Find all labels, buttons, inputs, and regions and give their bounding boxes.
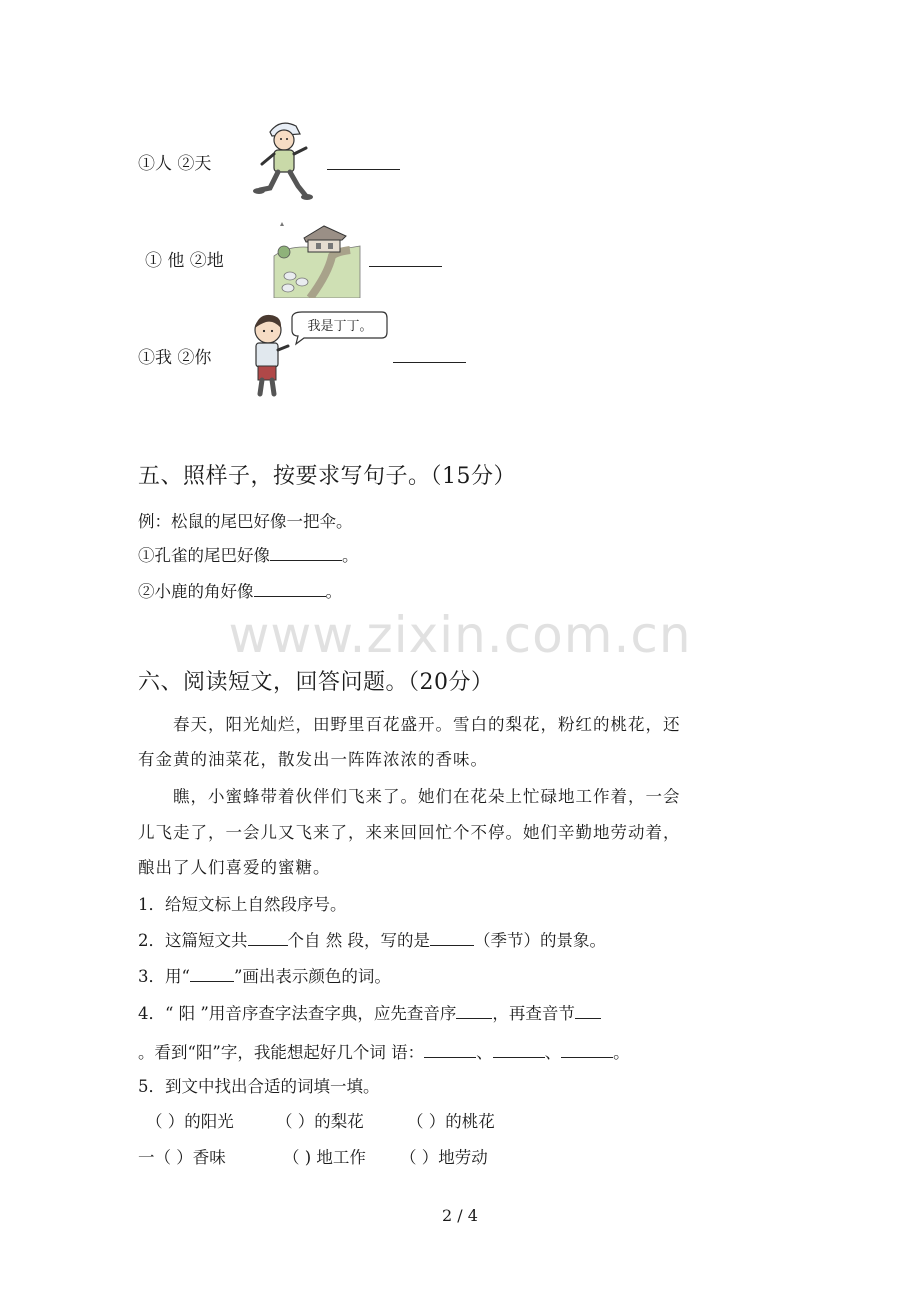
- matching-options-1: ①人 ②天: [138, 154, 212, 174]
- section-5-example: 例：松鼠的尾巴好像一把伞。: [138, 512, 353, 531]
- question-3: [138, 963, 391, 987]
- q2-text-b: 个自 然 段，写的是: [287, 931, 430, 950]
- q2-period: 。: [325, 582, 342, 601]
- farmhouse-field-illustration: [270, 216, 362, 298]
- section-6-heading: 六、阅读短文，回答问题。（20分）: [138, 670, 494, 695]
- section-5-question-1: [138, 542, 359, 566]
- q4-text-b: ，再查音节: [492, 1004, 575, 1023]
- q1-blank[interactable]: [270, 544, 342, 561]
- matching-options-2: ① 他 ②地: [145, 251, 224, 271]
- q3-text-b: ”画出表示颜色的词。: [233, 967, 391, 986]
- q2-text-a: 2．这篇短文共: [138, 931, 248, 950]
- q4-end: 。: [613, 1043, 630, 1062]
- q4-text-a: 4．“ 阳 ”用音序查字法查字典，应先查音序: [138, 1004, 457, 1023]
- q1-period: 。: [342, 546, 359, 565]
- question-4-line-1: [138, 1000, 601, 1024]
- q2-text-c: （季节）的景象。: [474, 931, 606, 950]
- boy-speech-illustration: [248, 306, 388, 400]
- speech-bubble-text: 我是丁丁。: [307, 319, 373, 334]
- initial-letter-blank[interactable]: [456, 1002, 492, 1019]
- passage-line: 有金黄的油菜花，散发出一阵阵浓浓的香味。: [138, 750, 488, 769]
- q4-text-c: 。看到“阳”字，我能想起好几个词 语：: [138, 1043, 425, 1062]
- q2-prompt: ②小鹿的角好像: [138, 582, 254, 601]
- word-blank-2[interactable]: [493, 1041, 545, 1058]
- q2-blank[interactable]: [254, 580, 326, 597]
- q1-prompt: ①孔雀的尾巴好像: [138, 546, 270, 565]
- paragraph-count-blank[interactable]: [248, 929, 288, 946]
- q4-separator: 、: [476, 1043, 493, 1062]
- fill-item[interactable]: （ ）的梨花: [276, 1112, 364, 1131]
- fill-item[interactable]: 一（ ）香味: [138, 1148, 226, 1167]
- fill-item[interactable]: （ ）的阳光: [146, 1112, 234, 1131]
- watermark: www.zixin.com.cn: [228, 606, 692, 664]
- word-blank-3[interactable]: [561, 1041, 613, 1058]
- fill-item[interactable]: （ ）的桃花: [407, 1112, 495, 1131]
- question-2: [138, 927, 606, 951]
- section-5-heading: 五、照样子，按要求写句子。（15分）: [138, 464, 516, 489]
- underline-symbol-blank[interactable]: [190, 965, 234, 982]
- passage-line: 瞧，小蜜蜂带着伙伴们飞来了。她们在花朵上忙碌地工作着，一会: [173, 787, 681, 806]
- matching-options-3: ①我 ②你: [138, 348, 212, 368]
- running-boy-illustration: [250, 114, 316, 202]
- passage-line: 春天，阳光灿烂，田野里百花盛开。雪白的梨花，粉红的桃花，还: [173, 715, 681, 734]
- season-blank[interactable]: [430, 929, 474, 946]
- passage-line: 儿飞走了，一会儿又飞来了，来来回回忙个不停。她们辛勤地劳动着，: [138, 823, 681, 842]
- answer-blank-3[interactable]: [393, 362, 466, 363]
- syllable-blank[interactable]: [575, 1002, 601, 1019]
- fill-item[interactable]: （ ) 地工作: [283, 1148, 366, 1167]
- question-1: 1．给短文标上自然段序号。: [138, 895, 347, 914]
- word-blank-1[interactable]: [424, 1041, 476, 1058]
- page-number: 2 / 4: [442, 1206, 478, 1225]
- passage-line: 酿出了人们喜爱的蜜糖。: [138, 858, 331, 877]
- section-5-question-2: [138, 578, 342, 602]
- question-5: 5．到文中找出合适的词填一填。: [138, 1077, 380, 1096]
- q4-separator: 、: [544, 1043, 562, 1062]
- question-4-line-2: [138, 1039, 630, 1063]
- answer-blank-1[interactable]: [327, 169, 400, 170]
- q3-text-a: 3．用“: [138, 967, 190, 986]
- fill-item[interactable]: （ ）地劳动: [400, 1148, 488, 1167]
- answer-blank-2[interactable]: [369, 266, 442, 267]
